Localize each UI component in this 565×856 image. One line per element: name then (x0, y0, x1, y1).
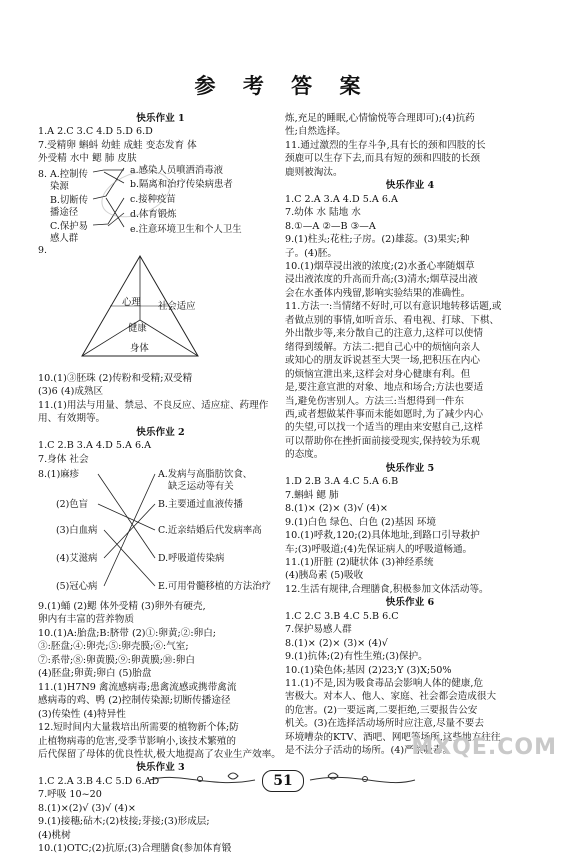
answer-line: 11.(1)用法与用量、禁忌、不良反应、适应症、药理作 (38, 399, 269, 411)
answer-line: 11.(1)不是,因为吸食毒品会影响人体的健康,危 (285, 678, 484, 690)
answer-line: 是,要注意宣泄的对象、地点和场合;方法也要适 (285, 382, 484, 394)
section-heading: 快乐作业 5 (385, 462, 435, 474)
answer-line: 9.(1)抗体;(2)有性生殖;(3)保护。 (285, 651, 428, 663)
answer-line: 是不法分子活动的场所。(4)严禁吸毒。 (285, 745, 453, 757)
answer-line: (4)胰岛素 (5)吸收 (285, 570, 364, 582)
match-lines (38, 466, 283, 600)
match-left-item: C.保护易 (50, 220, 88, 232)
answer-line: 10.(1)烟草浸出液的浓度;(2)水蚤心率随烟草 (285, 260, 475, 272)
answer-line: 者做点别的事情,如听音乐、看电视、打球、下棋、 (285, 314, 500, 326)
match-right-item: b.隔离和治疗传染病患者 (130, 178, 233, 190)
match-left-item: 染源 (50, 180, 69, 192)
match-left-item: B.切断传 (50, 194, 88, 206)
answer-line: 颈鹿可以生存下去,而具有短的颈和四肢的长颈 (285, 153, 480, 165)
answer-line: 浸出液浓度的升高而升高;(3)清水;烟草浸出液 (285, 274, 478, 286)
matching-diagram-2 (38, 466, 283, 600)
match-right-item: B.主要通过血液传播 (158, 498, 243, 510)
question-number: 9. (38, 244, 47, 256)
answer-line: 7.幼体 水 陆地 水 (285, 207, 361, 219)
triangle-label: 身体 (130, 342, 149, 354)
answer-line: 的危害。(2)一要远离,二要拒绝,三要报告公安 (285, 704, 478, 716)
answer-line: 10.(1)呼救,120;(2)具体地址,到路口引导救护 (285, 530, 480, 542)
answer-line: 当,避免伤害别人。方法三:当想得到一件东 (285, 395, 464, 407)
answer-line: 9.(1)柱头;花柱;子房。(2)雄蕊。(3)果实;种 (285, 234, 470, 246)
match-right-item: A.发病与高脂肪饮食、 (158, 468, 253, 480)
answer-line: 的态度。 (285, 449, 324, 461)
answer-line: 鹿则被淘汰。 (285, 166, 343, 178)
answer-line: 8.(1)×(2)√ (3)√ (4)× (38, 802, 136, 814)
answer-line: 会在水蚤体内残留,影响实验结果的准确性。 (285, 287, 471, 299)
match-left-item: 感人群 (50, 232, 79, 244)
answer-line: 炼,充足的睡眠,心情愉悦等合理即可);(4)抗药 (285, 113, 475, 124)
answer-line: 8.(1)× (2)× (3)√ (4)× (285, 503, 388, 515)
section-heading: 快乐作业 4 (385, 180, 435, 192)
answer-line: 1.C 2.A 3.A 4.D 5.A 6.A (285, 193, 398, 205)
answer-line: 12.生活有规律,合理膳食,积极参加文体活动等。 (285, 583, 489, 595)
answer-line: 的失望,可以找一个适当的理由来安慰自己,这样 (285, 422, 483, 434)
answer-line: 10.(1)A:胎盘;B:脐带 (2)①:卵黄;②:卵白; (38, 627, 217, 639)
answer-line: 止植物病毒的危害,受季节影响小,该技术繁殖的 (38, 735, 236, 747)
question-number: 8. (38, 168, 47, 180)
answer-line: 9.(1)白色 绿色、白色 (2)基因 环境 (285, 516, 437, 528)
answer-line: (4)胚盘;卵黄;卵白 (5)胎盘 (38, 668, 152, 680)
match-right-item: e.注意环境卫生和个人卫生 (130, 223, 242, 235)
match-left-item: (5)冠心病 (56, 580, 98, 592)
answer-line: 性;自然选择。 (285, 126, 346, 138)
section-heading: 快乐作业 6 (385, 597, 435, 609)
answer-line: 子。(4)胚。 (285, 247, 337, 259)
match-right-item: C.近亲结婚后代发病率高 (158, 524, 262, 536)
page-number: 51 (262, 770, 304, 792)
watermark: MXQE.COM (411, 735, 557, 760)
answer-line: 机关。(3)在选择活动场所时应注意,尽量不要去 (285, 718, 484, 730)
section-heading: 快乐作业 1 (136, 113, 185, 124)
match-right-item: c.接种疫苗 (130, 193, 176, 205)
match-right-item: 缺乏运动等有关 (168, 480, 234, 492)
answer-line: 用、有效期等。 (38, 413, 106, 425)
section-heading: 快乐作业 3 (136, 762, 185, 774)
match-left-item: 播途径 (50, 206, 79, 218)
match-left-item: (4)艾滋病 (56, 552, 98, 564)
match-right-item: d.体育锻炼 (130, 208, 177, 220)
answer-line: 1.A 2.C 3.C 4.D 5.D 6.D (38, 126, 153, 138)
answer-line: 9.(1)接穗;砧木;(2)枝接;芽接;(3)形成层; (38, 816, 210, 828)
match-right-item: E.可用骨髓移植的方法治疗 (158, 580, 271, 592)
triangle-label: 健康 (128, 322, 147, 334)
answer-line: 感病毒的鸡、鸭 (2)控制传染源;切断传播途径 (38, 695, 231, 707)
answer-line: 卵内有丰富的营养物质 (38, 614, 134, 626)
answer-line: 害极大。对本人、他人、家庭、社会都会造成很大 (285, 691, 497, 703)
answer-line: 7.保护易感人群 (285, 624, 352, 636)
answer-line: 8.(1)× (2)× (3)× (4)√ (285, 637, 388, 649)
answer-line: 外出散步等,来分散自己的注意力,这样可以使情 (285, 328, 483, 340)
match-right-item: D.呼吸道传染病 (158, 552, 225, 564)
triangle-label: 社会适应 (158, 300, 196, 312)
answer-line: 7.身体 社会 (38, 453, 89, 465)
answer-line: 10.(1)OTC;(2)抗原;(3)合理膳食(参加体育锻 (38, 843, 232, 855)
answer-line: 11.(1)H7N9 禽流感病毒;患禽流感或携带禽流 (38, 681, 237, 693)
answer-line: 后代保留了母体的优良性状,极大地提高了农业生产效率。 (38, 748, 281, 760)
answer-line: 车;(3)呼吸道;(4)先保证病人的呼吸道畅通。 (285, 543, 473, 555)
answer-line: 1.C 2.A 3.B 4.C 5.D 6.AD (38, 775, 160, 787)
answer-line: 可以帮助你在挫折面前接受现实,保持较为乐观 (285, 435, 480, 447)
section-heading: 快乐作业 2 (136, 426, 185, 438)
answer-line: 11.方法一:当情绪不好时,可以有意识地转移话题,或 (285, 301, 502, 313)
match-left-item: (3)白血病 (56, 524, 98, 536)
page-footer (0, 767, 565, 793)
answer-line: ③:胚盘;④:卵壳;⑤:卵壳膜;⑥:气室; (38, 641, 189, 653)
match-left-item: 8.(1)麻疹 (38, 468, 79, 480)
answer-line: 1.C 2.C 3.B 4.C 5.B 6.C (285, 610, 399, 622)
answer-line: 10.(1)③胚珠 (2)传粉和受精;双受精 (38, 372, 193, 384)
answer-line: (3)6 (4)成熟区 (38, 386, 104, 398)
match-left-item: (2)色盲 (56, 498, 89, 510)
health-triangle-diagram (38, 244, 283, 372)
triangle-label: 心理 (122, 296, 141, 308)
page-title: 参 考 答 案 (194, 73, 371, 98)
answer-line: 7.蝌蚪 鳃 肺 (285, 489, 339, 501)
answer-line: 1.C 2.B 3.A 4.D 5.A 6.A (38, 440, 152, 452)
match-right-item: a.感染人员噴洒消毒液 (130, 164, 223, 176)
answer-line: 12.短时间内大量栽培出所需要的植物新个体;防 (38, 722, 239, 734)
answer-line: 11.(1)肝脏 (2)睫状体 (3)神经系统 (285, 556, 434, 568)
answer-line: 绪得到缓解。方法二:把自己心中的烦恼向亲人 (285, 341, 481, 353)
answer-line: ⑦:系带;⑧:卵黄膜;⑨:卵黄膜;⑩:卵白 (38, 654, 195, 666)
answer-line: 或知心的朋友诉说甚至大哭一场,把积压在内心 (285, 355, 480, 367)
answer-line: 外受精 水中 鳃 肺 皮肤 (38, 153, 137, 165)
answer-line: 1.D 2.B 3.A 4.C 5.A 6.B (285, 476, 399, 488)
answer-line: 西,或者想做某件事而未能如愿时,为了减少内心 (285, 408, 483, 420)
answer-line: 7.呼吸 10~20 (38, 789, 102, 801)
answer-line: 7.受精卵 蝌蚪 幼蛙 成蛙 变态发育 体 (38, 139, 197, 151)
match-left-item: A.控制传 (50, 168, 88, 180)
answer-line: 8.①—A ②—B ③—A (285, 220, 376, 232)
answer-line: 11.通过激烈的生存斗争,具有长的颈和四肢的长 (285, 139, 486, 151)
answer-line: 环境嘈杂的KTV、酒吧、网吧等场所,这些地方往往 (285, 731, 501, 743)
left-column (38, 112, 283, 856)
answer-line: 10.(1)染色体;基因 (2)23;Y (3)X;50% (285, 664, 452, 676)
answer-line: (3)传染性 (4)特异性 (38, 708, 126, 720)
answer-line: 9.(1)蛹 (2)鳃 体外受精 (3)卵外有硬壳, (38, 600, 206, 612)
right-column (285, 112, 535, 758)
answer-line: 的烦恼宣泄出来,这样会对身心健康有利。但 (285, 368, 471, 380)
answer-line: (4)桃树 (38, 829, 71, 841)
